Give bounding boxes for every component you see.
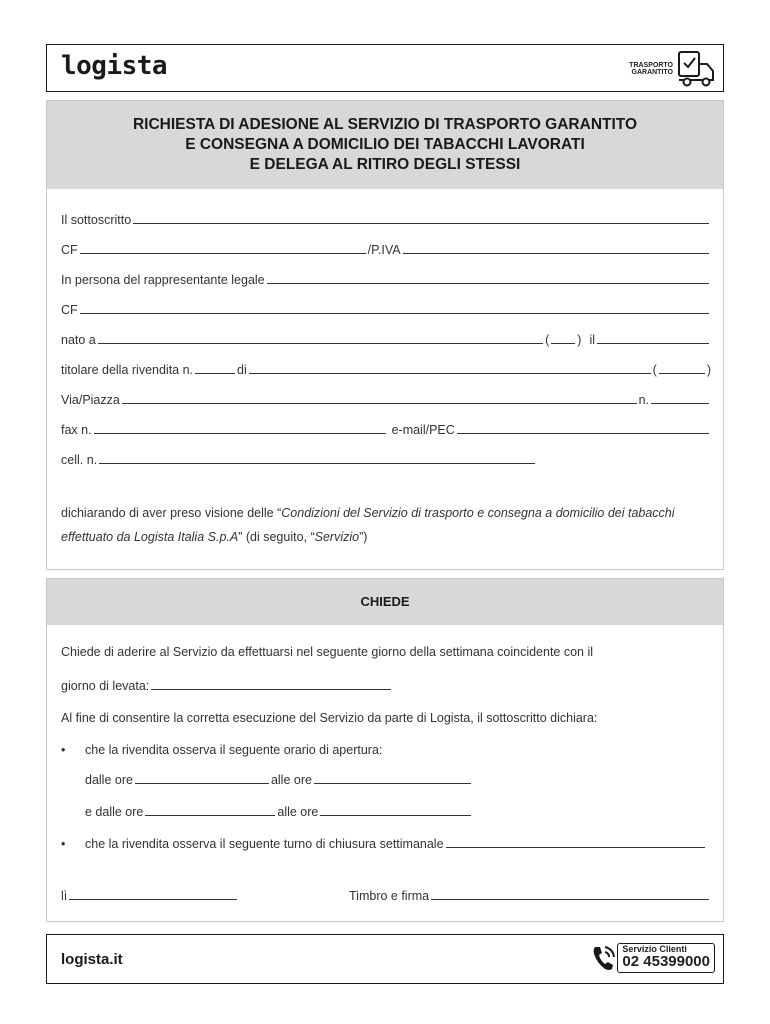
trasporto-garantito-badge: [629, 50, 717, 88]
phone-number[interactable]: 02 45399000: [622, 953, 710, 970]
cell-field[interactable]: [99, 462, 535, 464]
address-field[interactable]: [122, 402, 637, 404]
open-time-1-field[interactable]: [135, 782, 269, 784]
orario-row-1: dalle ore alle ore: [85, 767, 473, 787]
rivendita-city-field[interactable]: [249, 372, 651, 374]
bullet-marker: •: [61, 743, 66, 757]
signature-field[interactable]: [431, 898, 709, 900]
levata-field[interactable]: [151, 688, 391, 690]
rappresentante-row: In persona del rappresentante legale: [61, 267, 711, 287]
rivendita-number-field[interactable]: [195, 372, 235, 374]
email-field[interactable]: [457, 432, 709, 434]
birth-province-field[interactable]: [551, 342, 575, 344]
chiede-title: CHIEDE: [47, 579, 723, 625]
sottoscritto-field[interactable]: [133, 222, 709, 224]
piva-field[interactable]: [403, 252, 709, 254]
li-row: lì: [61, 883, 239, 903]
cf-piva-row: CF /P.IVA: [61, 237, 711, 257]
birthdate-field[interactable]: [597, 342, 709, 344]
birthplace-field[interactable]: [98, 342, 543, 344]
bullet-chiusura: • che la rivendita osserva il seguente turno di chiusura settimanale: [61, 831, 707, 851]
fax-field[interactable]: [94, 432, 386, 434]
badge-line-2: GARANTITO: [631, 69, 673, 76]
logista-logo: logista: [61, 51, 168, 81]
nato-row: nato a ( ) il: [61, 327, 711, 347]
customer-service-badge: [591, 943, 715, 973]
request-panel: [46, 100, 724, 570]
chiede-text-1: Chiede di aderire al Servizio da effettuarsi nel seguente giorno della settimana coincidente con il: [61, 645, 594, 659]
badge-line-1: TRASPORTO: [629, 61, 673, 69]
cf2-row: CF: [61, 297, 711, 317]
rappresentante-field[interactable]: [267, 282, 709, 284]
place-date-field[interactable]: [69, 898, 237, 900]
titolare-row: titolare della rivendita n. di ( ): [61, 363, 711, 377]
orario-row-2: e dalle ore alle ore: [85, 799, 473, 819]
chiede-text-2: Al fine di consentire la corretta esecuzione del Servizio da parte di Logista, il sottoscritto dichiara:: [61, 711, 598, 725]
close-time-2-field[interactable]: [320, 814, 471, 816]
closing-day-field[interactable]: [446, 846, 705, 848]
truck-check-icon: [677, 50, 717, 88]
levata-row: giorno di levata:: [61, 673, 393, 693]
via-row: Via/Piazza n.: [61, 387, 711, 407]
cf-field[interactable]: [80, 252, 366, 254]
declaration-text: dichiarando di aver preso visione delle “Condizioni del Servizio di trasporto e consegna a domicilio dei tabacchi effettuato da Logista Italia S.p.A” (di seguito, “Servizio”): [61, 506, 675, 544]
fax-email-row: fax n. e-mail/PEC: [61, 417, 711, 437]
form-title: RICHIESTA DI ADESIONE AL SERVIZIO DI TRASPORTO GARANTITO E CONSEGNA A DOMICILIO DEI TABACCHI LAVORATI E DELEGA AL RITIRO DEGLI STESSI: [47, 101, 723, 189]
cf2-field[interactable]: [80, 312, 709, 314]
close-time-1-field[interactable]: [314, 782, 471, 784]
rivendita-province-field[interactable]: [659, 372, 705, 374]
cell-row: cell. n.: [61, 447, 537, 467]
bullet-orario: • che la rivendita osserva il seguente orario di apertura:: [61, 743, 383, 757]
street-number-field[interactable]: [651, 402, 709, 404]
header-box: [46, 44, 724, 92]
bullet-marker: •: [61, 837, 66, 851]
timbro-row: Timbro e firma: [349, 883, 711, 903]
footer-box: [46, 934, 724, 984]
service-label: Servizio Clienti: [622, 944, 687, 954]
phone-icon: [591, 943, 617, 973]
website-link[interactable]: logista.it: [61, 951, 123, 968]
sottoscritto-row: Il sottoscritto: [61, 207, 711, 227]
open-time-2-field[interactable]: [145, 814, 275, 816]
chiede-panel: [46, 578, 724, 922]
